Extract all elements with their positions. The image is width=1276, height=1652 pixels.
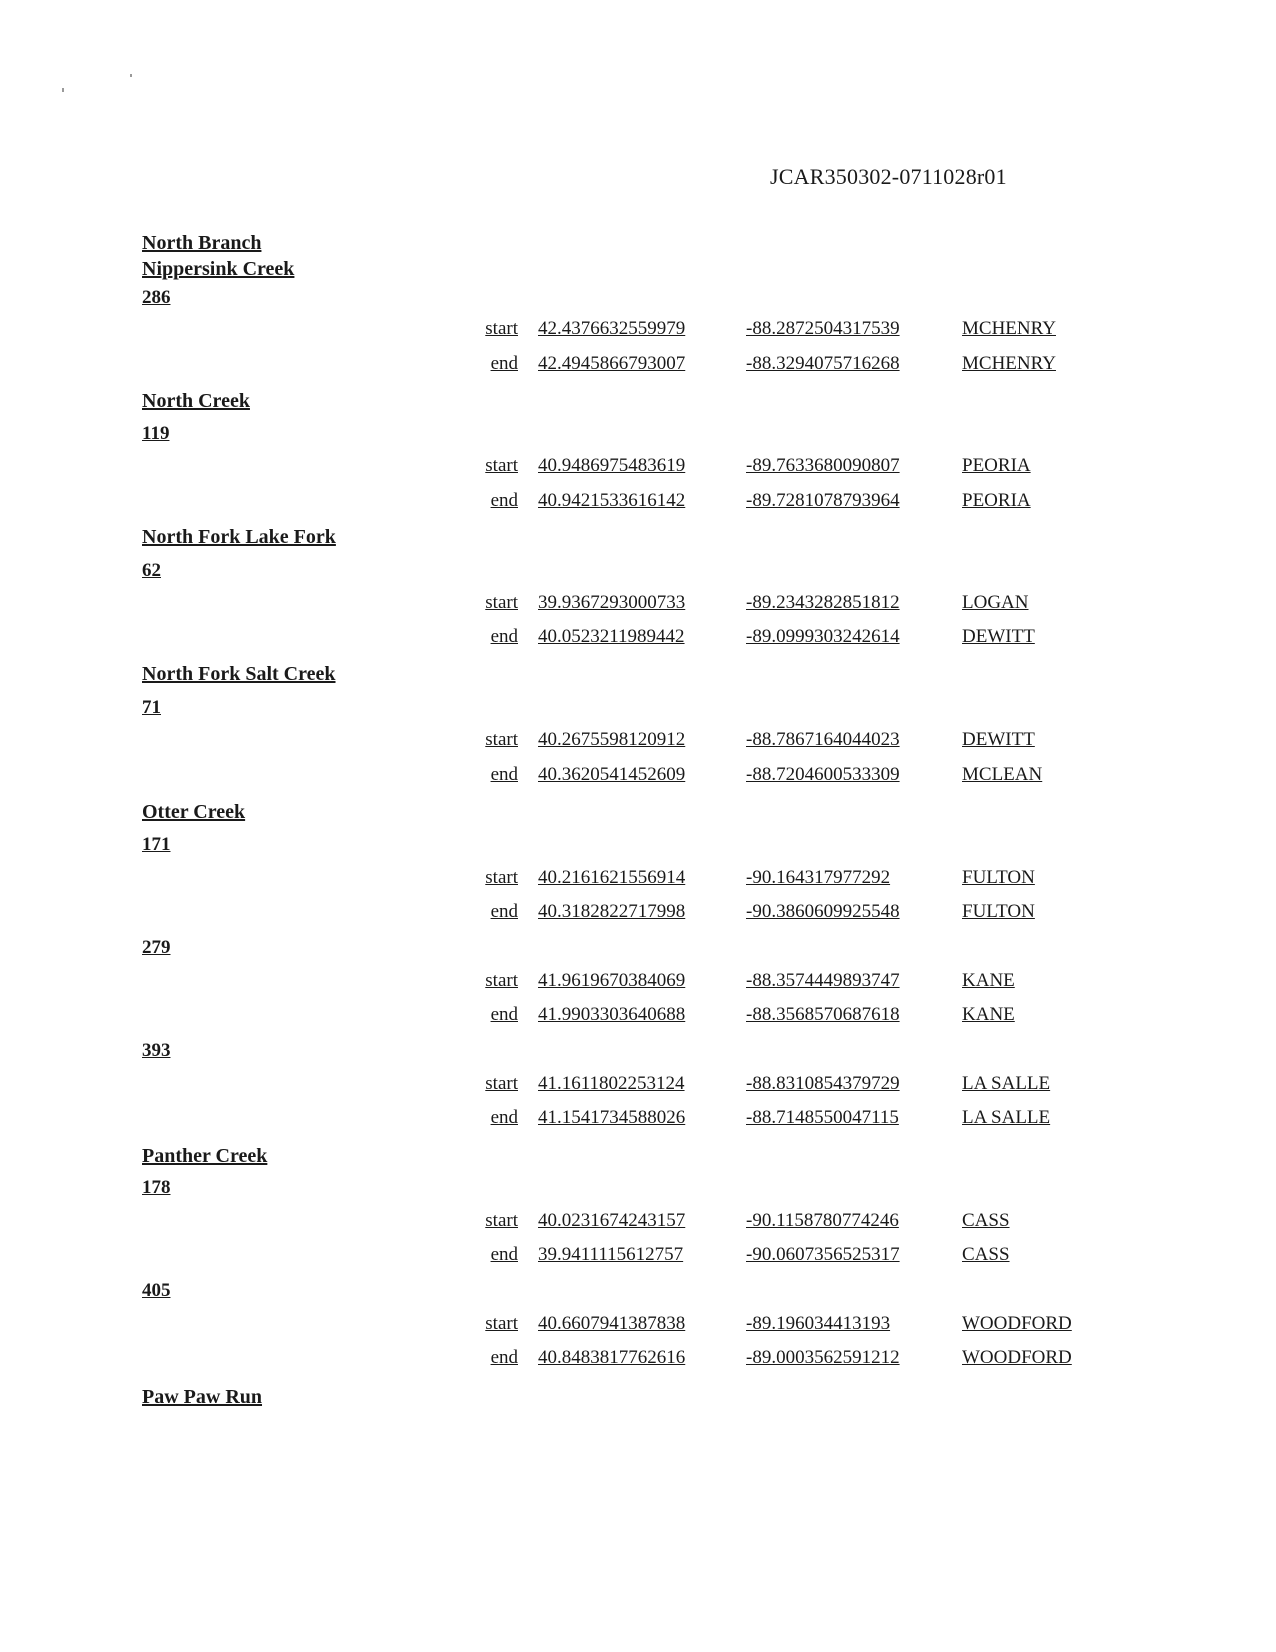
point-label: start [485, 592, 518, 613]
county-name: DEWITT [962, 729, 1035, 750]
latitude-value: 42.4945866793007 [538, 353, 686, 374]
segment-id: 62 [142, 560, 161, 581]
county-name: FULTON [962, 867, 1035, 888]
segment-id: 171 [142, 834, 171, 855]
point-label: end [490, 901, 518, 922]
county-name: WOODFORD [962, 1347, 1072, 1368]
county-name: DEWITT [962, 626, 1035, 647]
point-label: start [485, 1313, 518, 1334]
latitude-value: 40.2675598120912 [538, 729, 686, 750]
point-label: end [490, 1347, 518, 1368]
longitude-value: -90.164317977292 [746, 867, 891, 888]
point-label: start [485, 729, 518, 750]
segment-id: 393 [142, 1040, 171, 1061]
start-point-row [0, 1073, 1276, 1099]
longitude-value: -88.3574449893747 [746, 970, 900, 991]
segment-id: 286 [142, 287, 171, 308]
longitude-value: -89.2343282851812 [746, 592, 900, 613]
longitude-value: -89.7281078793964 [746, 490, 900, 511]
point-label: start [485, 455, 518, 476]
end-point-row [0, 901, 1276, 927]
longitude-value: -88.7204600533309 [746, 764, 900, 785]
longitude-value: -88.8310854379729 [746, 1073, 900, 1094]
county-name: KANE [962, 1004, 1015, 1025]
scan-speck [62, 88, 64, 92]
longitude-value: -89.0003562591212 [746, 1347, 900, 1368]
stream-name: North Creek [142, 390, 250, 412]
county-name: MCLEAN [962, 764, 1043, 785]
point-label: end [490, 626, 518, 647]
latitude-value: 40.6607941387838 [538, 1313, 686, 1334]
point-label: end [490, 1004, 518, 1025]
county-name: CASS [962, 1244, 1010, 1265]
longitude-value: -90.3860609925548 [746, 901, 900, 922]
latitude-value: 40.2161621556914 [538, 867, 686, 888]
start-point-row [0, 1210, 1276, 1236]
county-name: LA SALLE [962, 1107, 1051, 1128]
latitude-value: 41.1541734588026 [538, 1107, 686, 1128]
longitude-value: -88.2872504317539 [746, 318, 900, 339]
latitude-value: 40.3620541452609 [538, 764, 686, 785]
segment-id: 178 [142, 1177, 171, 1198]
point-label: start [485, 1073, 518, 1094]
segment-id: 405 [142, 1280, 171, 1301]
segment-id: 279 [142, 937, 171, 958]
county-name: LA SALLE [962, 1073, 1051, 1094]
county-name: LOGAN [962, 592, 1029, 613]
latitude-value: 41.9619670384069 [538, 970, 686, 991]
longitude-value: -90.1158780774246 [746, 1210, 899, 1231]
stream-name: North Fork Salt Creek [142, 663, 336, 685]
point-label: start [485, 318, 518, 339]
point-label: end [490, 1244, 518, 1265]
stream-name: North Fork Lake Fork [142, 526, 336, 548]
start-point-row [0, 1313, 1276, 1339]
end-point-row [0, 626, 1276, 652]
county-name: WOODFORD [962, 1313, 1072, 1334]
longitude-value: -90.0607356525317 [746, 1244, 900, 1265]
end-point-row [0, 1347, 1276, 1373]
point-label: end [490, 353, 518, 374]
latitude-value: 42.4376632559979 [538, 318, 686, 339]
county-name: PEORIA [962, 490, 1031, 511]
end-point-row [0, 1244, 1276, 1270]
segment-id: 71 [142, 697, 161, 718]
county-name: MCHENRY [962, 353, 1056, 374]
latitude-value: 39.9367293000733 [538, 592, 686, 613]
end-point-row [0, 1107, 1276, 1133]
point-label: start [485, 970, 518, 991]
latitude-value: 40.3182822717998 [538, 901, 686, 922]
longitude-value: -89.0999303242614 [746, 626, 900, 647]
end-point-row [0, 764, 1276, 790]
point-label: end [490, 764, 518, 785]
start-point-row [0, 592, 1276, 618]
point-label: start [485, 1210, 518, 1231]
point-label: end [490, 490, 518, 511]
start-point-row [0, 970, 1276, 996]
latitude-value: 40.0523211989442 [538, 626, 685, 647]
latitude-value: 40.9421533616142 [538, 490, 686, 511]
end-point-row [0, 353, 1276, 379]
latitude-value: 41.1611802253124 [538, 1073, 685, 1094]
stream-name: Paw Paw Run [142, 1386, 263, 1408]
county-name: MCHENRY [962, 318, 1056, 339]
stream-name: Panther Creek [142, 1145, 268, 1167]
county-name: FULTON [962, 901, 1035, 922]
latitude-value: 40.8483817762616 [538, 1347, 686, 1368]
stream-name: North Branch Nippersink Creek [142, 232, 295, 280]
latitude-value: 40.0231674243157 [538, 1210, 686, 1231]
county-name: KANE [962, 970, 1015, 991]
start-point-row [0, 318, 1276, 344]
segment-id: 119 [142, 423, 170, 444]
scan-speck [130, 74, 132, 77]
latitude-value: 40.9486975483619 [538, 455, 686, 476]
latitude-value: 39.9411115612757 [538, 1244, 684, 1265]
latitude-value: 41.9903303640688 [538, 1004, 686, 1025]
county-name: CASS [962, 1210, 1010, 1231]
point-label: end [490, 1107, 518, 1128]
end-point-row [0, 1004, 1276, 1030]
point-label: start [485, 867, 518, 888]
longitude-value: -88.7867164044023 [746, 729, 900, 750]
longitude-value: -88.7148550047115 [746, 1107, 899, 1128]
county-name: PEORIA [962, 455, 1031, 476]
document-id: JCAR350302-0711028r01 [770, 164, 1007, 189]
start-point-row [0, 455, 1276, 481]
end-point-row [0, 490, 1276, 516]
start-point-row [0, 729, 1276, 755]
start-point-row [0, 867, 1276, 893]
longitude-value: -89.196034413193 [746, 1313, 891, 1334]
longitude-value: -89.7633680090807 [746, 455, 900, 476]
longitude-value: -88.3294075716268 [746, 353, 900, 374]
stream-name: Otter Creek [142, 801, 246, 823]
longitude-value: -88.3568570687618 [746, 1004, 900, 1025]
